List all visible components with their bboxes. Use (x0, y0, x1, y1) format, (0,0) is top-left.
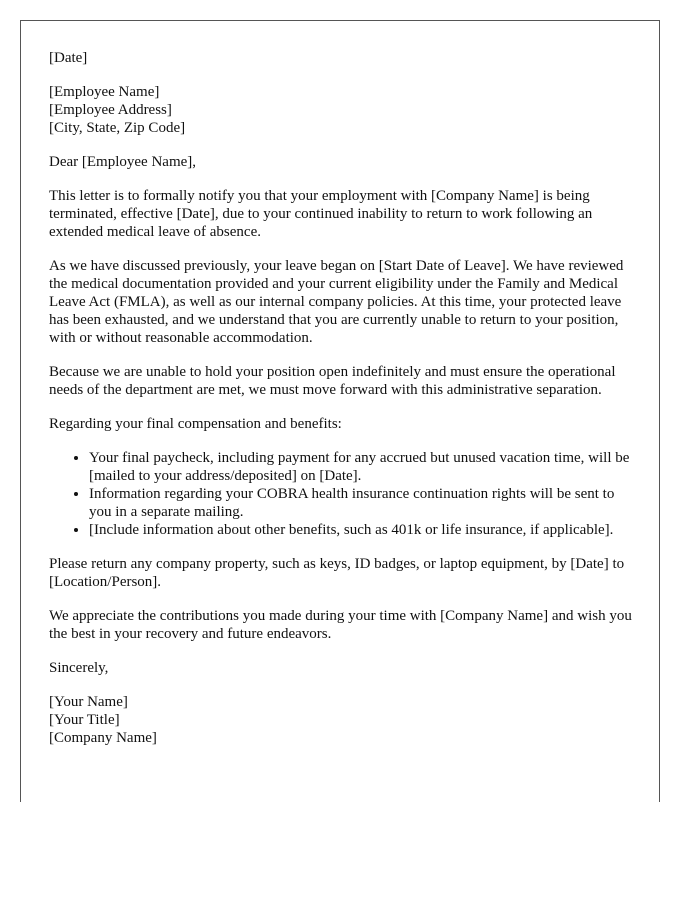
benefits-list-item: • Information regarding your COBRA health insurance continuation rights will be sent to you in a separate mailing. (89, 485, 639, 521)
signature-company: [Company Name] (49, 730, 157, 746)
benefits-list-item: • [Include information about other benefits, such as 401k or life insurance, if applicable]. (89, 521, 639, 539)
letter-date: [Date] (49, 50, 88, 66)
paragraph-leave-details: As we have discussed previously, your leave began on [Start Date of Leave]. We have reviewed the medical documentation provided and your current eligibility under the Family and Medical Leave Act (FMLA), as well as our internal company policies. At this time, your protected leave has been exhausted, and we understand that you are currently unable to return to your position, with or without reasonable accommodation. (49, 258, 624, 346)
signature-block (49, 693, 639, 747)
recipient-address-block (49, 83, 639, 137)
letter-page (20, 20, 660, 802)
signature-name: [Your Name] (49, 694, 128, 710)
recipient-address: [Employee Address] (49, 102, 172, 118)
paragraph-appreciation: We appreciate the contributions you made during your time with [Company Name] and wish you the best in your recovery and future endeavors. (49, 608, 632, 642)
signoff: Sincerely, (49, 660, 109, 676)
benefits-list (49, 449, 639, 539)
signature-title: [Your Title] (49, 712, 120, 728)
benefits-list-item: • Your final paycheck, including payment for any accrued but unused vacation time, will be [mailed to your address/deposited] on [Date]. (89, 449, 639, 485)
paragraph-compensation-intro: Regarding your final compensation and benefits: (49, 416, 342, 432)
recipient-name: [Employee Name] (49, 84, 160, 100)
letter-content (49, 49, 639, 747)
paragraph-return-property: Please return any company property, such as keys, ID badges, or laptop equipment, by [Date] to [Location/Person]. (49, 556, 625, 590)
salutation: Dear [Employee Name], (49, 154, 197, 170)
paragraph-termination-notice: This letter is to formally notify you that your employment with [Company Name] is being terminated, effective [Date], due to your continued inability to return to work following an extended medical leave of absence. (49, 188, 593, 240)
recipient-city-state-zip: [City, State, Zip Code] (49, 120, 186, 136)
paragraph-separation-reason: Because we are unable to hold your position open indefinitely and must ensure the operational needs of the department are met, we must move forward with this administrative separation. (49, 364, 616, 398)
